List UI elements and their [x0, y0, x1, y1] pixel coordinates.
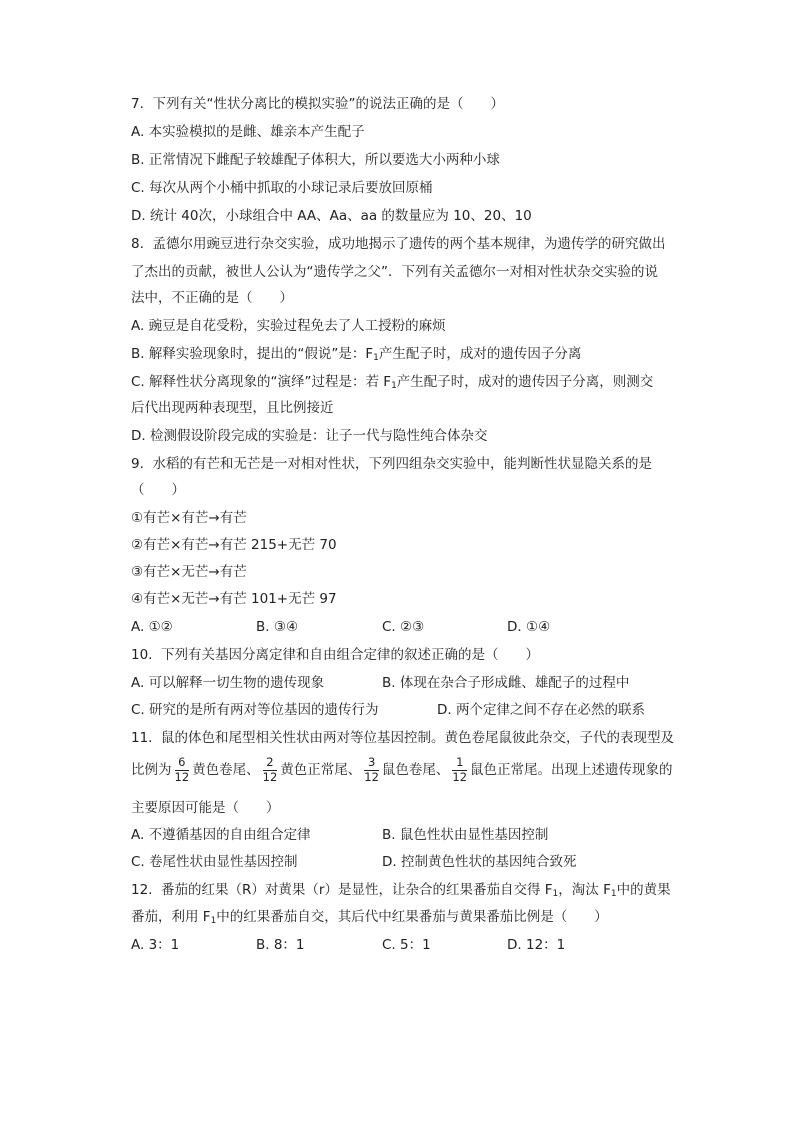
question-7-stem: 7. 下列有关“性状分离比的模拟实验”的说法正确的是（ ） [131, 96, 504, 112]
fraction-2-12 [263, 757, 278, 783]
stem-text: 中的红果番茄自交，其后代中红果番茄与黄果番茄比例是（ ） [216, 909, 608, 925]
subscript: 1 [610, 889, 617, 899]
question-7-option-b: B. 正常情况下雌配子较雄配子体积大，所以要选大小两种小球 [131, 152, 500, 168]
question-8-stem-line-1: 8. 孟德尔用豌豆进行杂交实验，成功地揭示了遗传的两个基本规律，为遗传学的研究做出 [131, 236, 666, 252]
question-12-option-d: D. 12：1 [507, 937, 566, 953]
question-12-stem-line-2 [131, 907, 608, 927]
question-11-option-d: D. 控制黄色性状的基因纯合致死 [382, 854, 577, 870]
question-10-stem: 10. 下列有关基因分离定律和自由组合定律的叙述正确的是（ ） [131, 647, 540, 663]
question-8-option-c [131, 372, 653, 392]
question-11-stem-line-1: 11. 鼠的体色和尾型相关性状由两对等位基因控制。黄色卷尾鼠彼此杂交，子代的表现型及 [131, 730, 675, 746]
question-8-option-d: D. 检测假设阶段完成的实验是：让子一代与隐性纯合体杂交 [131, 428, 488, 444]
question-9-cross-2: ②有芒×有芒→有芒 215+无芒 70 [131, 537, 337, 553]
subscript: 1 [391, 381, 397, 391]
stem-text: 12. 番茄的红果（R）对黄果（r）是显性，让杂合的红果番茄自交得 F [131, 882, 553, 898]
phenotype-text: 黄色正常尾、 [280, 762, 362, 778]
question-7-option-d: D. 统计 40次，小球组合中 AA、Aa、aa 的数量应为 10、20、10 [131, 208, 532, 224]
denominator: 12 [174, 769, 190, 784]
denominator: 12 [262, 769, 278, 784]
question-9-option-d: D. ①④ [507, 619, 551, 635]
numerator: 1 [452, 757, 467, 771]
fraction-6-12 [175, 757, 190, 783]
denominator: 12 [364, 769, 379, 784]
question-9-option-a: A. ①② [131, 619, 173, 635]
question-10-option-c: C. 研究的是所有两对等位基因的遗传行为 [131, 702, 379, 718]
question-8-stem-line-2: 了杰出的贡献，被世人公认为“遗传学之父”．下列有关孟德尔一对相对性状杂交实验的说 [131, 264, 658, 280]
question-7-option-a: A. 本实验模拟的是雌、雄亲本产生配子 [131, 124, 365, 140]
question-11-option-c: C. 卷尾性状由显性基因控制 [131, 854, 298, 870]
phenotype-text: 黄色卷尾、 [192, 762, 260, 778]
phenotype-text: 鼠色卷尾、 [381, 762, 450, 778]
question-11-stem-line-2 [131, 753, 673, 787]
numerator: 2 [263, 757, 278, 771]
question-12-option-c: C. 5：1 [382, 937, 431, 953]
question-9-stem-line-2: （ ） [131, 482, 185, 498]
question-9-option-b: B. ③④ [256, 619, 299, 635]
subscript: 1 [552, 889, 559, 899]
ratio-lead: 比例为 [131, 762, 172, 778]
question-12-option-a: A. 3：1 [131, 937, 180, 953]
subscript: 1 [210, 916, 217, 926]
subscript: 1 [373, 353, 379, 363]
question-10-option-b: B. 体现在杂合子形成雌、雄配子的过程中 [382, 675, 630, 691]
question-11-option-a: A. 不遵循基因的自由组合定律 [131, 827, 311, 843]
question-10-option-a: A. 可以解释一切生物的遗传现象 [131, 675, 325, 691]
stem-text: ，淘汰 F [558, 882, 611, 898]
denominator: 12 [452, 769, 468, 784]
option-b-text-start: B. 解释实验现象时，提出的“假说”是：F [131, 346, 374, 362]
question-9-stem-line-1: 9. 水稻的有芒和无芒是一对相对性状，下列四组杂交实验中，能判断性状显隐关系的是 [131, 456, 652, 472]
stem-text: 番茄，利用 F [131, 909, 211, 925]
question-7-option-c: C. 每次从两个小桶中抓取的小球记录后要放回原桶 [131, 180, 433, 196]
question-12-stem-line-1 [131, 880, 671, 900]
fraction-1-12 [452, 757, 467, 783]
question-8-stem-line-3: 法中，不正确的是（ ） [131, 290, 293, 306]
question-12-option-b: B. 8：1 [256, 937, 305, 953]
question-10-option-d: D. 两个定律之间不存在必然的联系 [437, 702, 645, 718]
question-8-option-a: A. 豌豆是自花受粉，实验过程免去了人工授粉的麻烦 [131, 318, 446, 334]
question-11-option-b: B. 鼠色性状由显性基因控制 [382, 827, 549, 843]
question-8-option-c-continued: 后代出现两种表现型，且比例接近 [131, 400, 334, 416]
numerator: 3 [364, 757, 379, 771]
question-9-option-c: C. ②③ [382, 619, 425, 635]
phenotype-text: 鼠色正常尾。出现上述遗传现象的 [470, 762, 673, 778]
numerator: 6 [175, 757, 190, 771]
question-9-cross-1: ①有芒×有芒→有芒 [131, 510, 247, 526]
question-8-option-b [131, 344, 581, 364]
question-9-cross-3: ③有芒×无芒→有芒 [131, 564, 247, 580]
question-9-cross-4: ④有芒×无芒→有芒 101+无芒 97 [131, 591, 337, 607]
option-c-text-end: 产生配子时，成对的遗传因子分离，则测交 [396, 374, 654, 390]
fraction-3-12 [364, 757, 379, 783]
option-b-text-end: 产生配子时，成对的遗传因子分离 [378, 346, 582, 362]
stem-text: 中的黄果 [616, 882, 671, 898]
question-11-stem-line-3: 主要原因可能是（ ） [131, 800, 280, 816]
option-c-text-start: C. 解释性状分离现象的“演绎”过程是：若 F [131, 374, 392, 390]
